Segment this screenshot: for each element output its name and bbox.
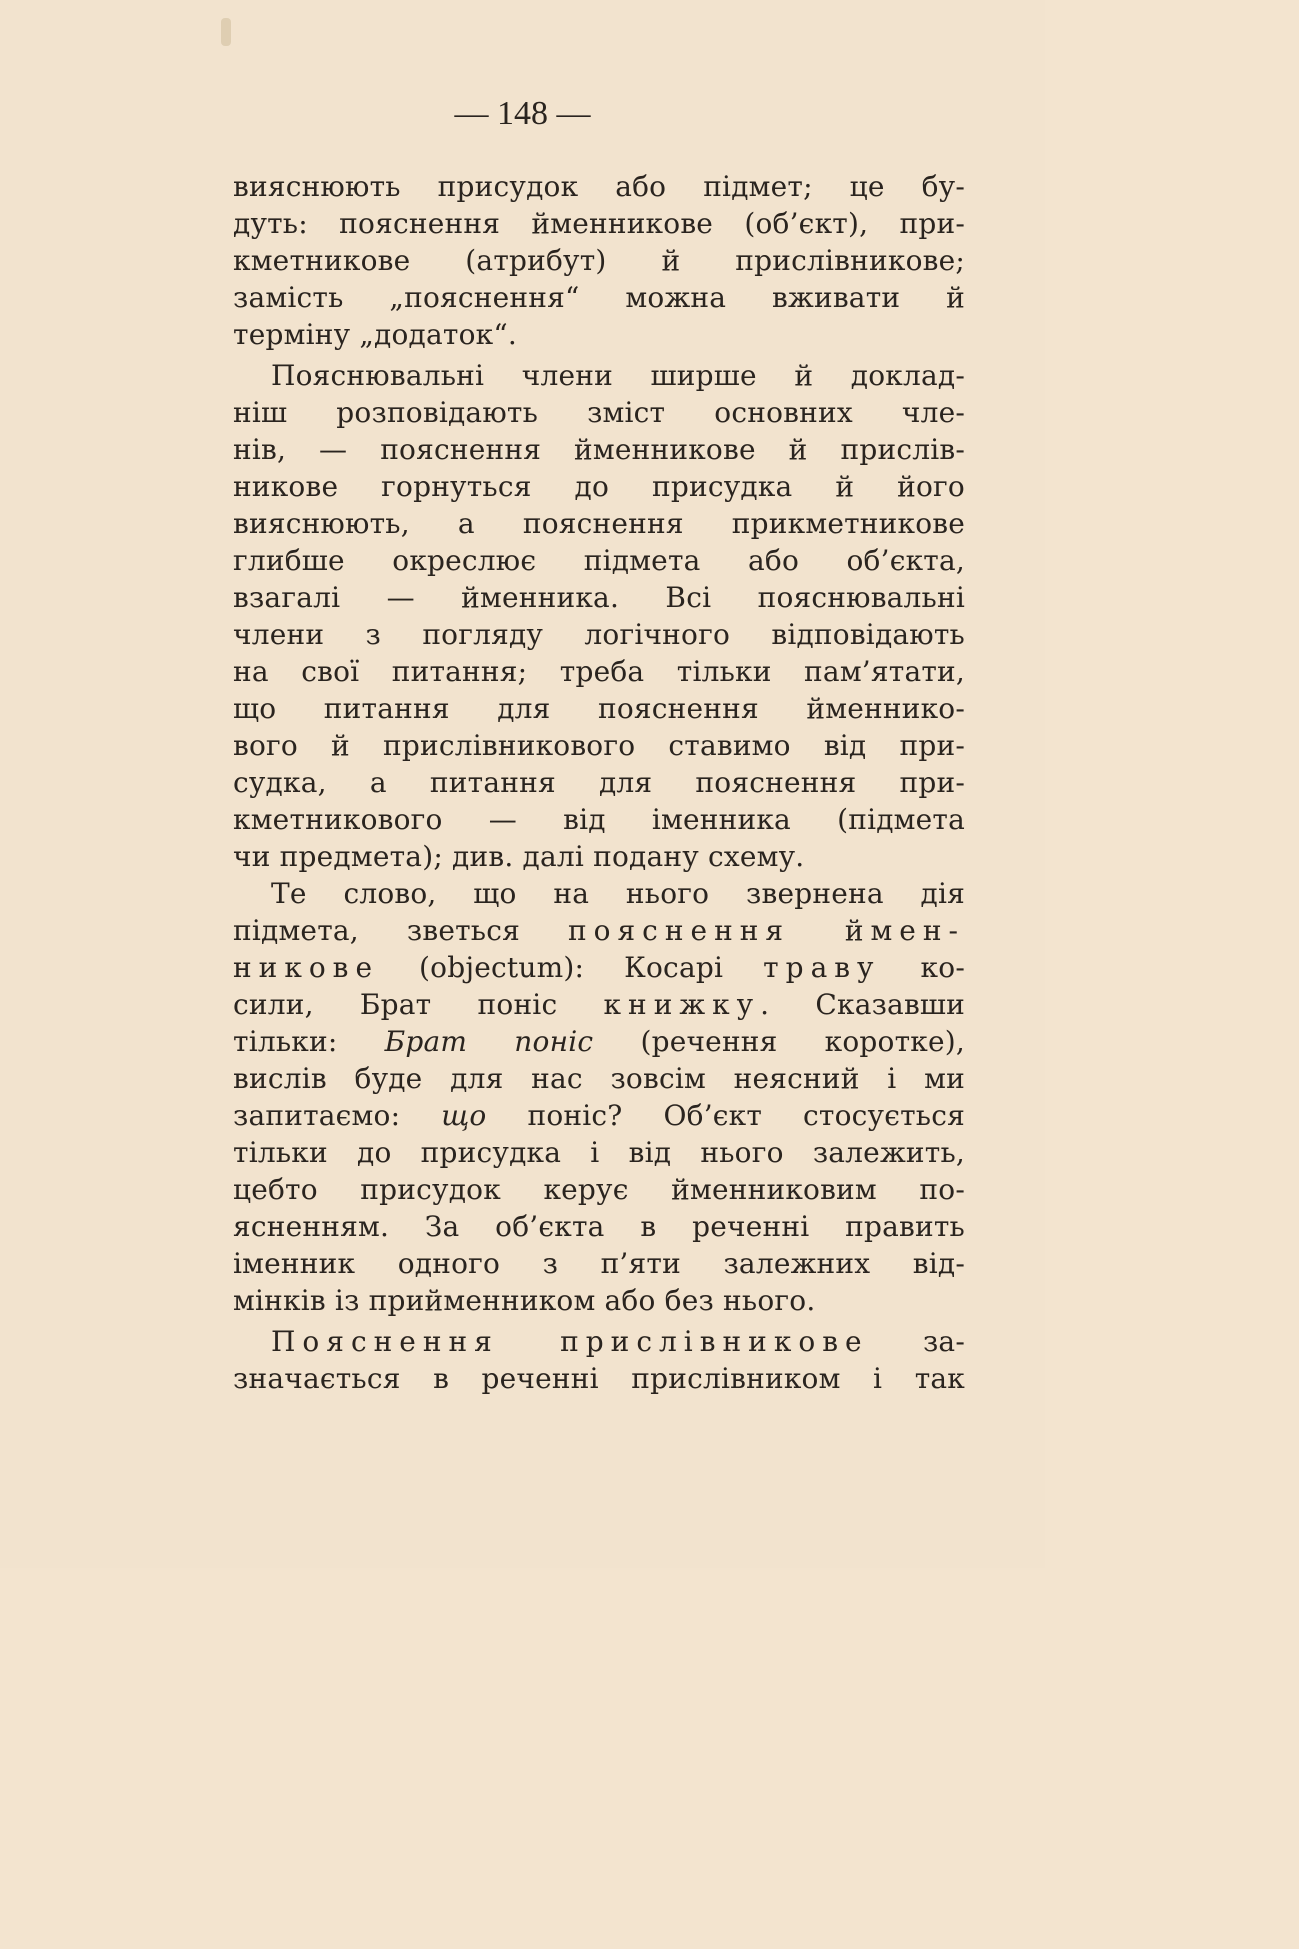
text-line: замість „пояснення“ можна вживати й <box>233 281 965 314</box>
text-line: на свої питання; треба тільки пам’ятати, <box>233 655 965 688</box>
italic-example: Брат поніс <box>384 1025 594 1058</box>
text-line <box>233 912 965 949</box>
paper-stain <box>221 18 231 46</box>
text-line: що питання для пояснення йменнико- <box>233 692 965 725</box>
text-line: никове горнуться до присудка й його <box>233 470 965 503</box>
text-line: тільки до присудка і від нього залежить, <box>233 1136 965 1169</box>
text-line: дуть: пояснення йменникове (об’єкт), при- <box>233 207 965 240</box>
paragraph <box>233 168 965 353</box>
italic-example: що <box>441 1099 487 1132</box>
text-run: запитаємо: <box>233 1099 442 1132</box>
text-line <box>233 1023 965 1060</box>
text-line <box>233 949 965 986</box>
text-run: тільки: <box>233 1025 385 1058</box>
text-line: вияснюють присудок або підмет; це бу- <box>233 170 965 203</box>
text-line: вияснюють, а пояснення прикметникове <box>233 507 965 540</box>
text-line: ясненням. За об’єкта в реченні править <box>233 1210 965 1243</box>
text-line: нів, — пояснення йменникове й прислів- <box>233 433 965 466</box>
text-line <box>233 986 965 1023</box>
text-run: за- <box>868 1325 965 1358</box>
text-line: цебто присудок керує йменниковим по- <box>233 1173 965 1206</box>
text-line: взагалі — йменника. Всі пояснювальні <box>233 581 965 614</box>
text-line: Те слово, що на нього звернена дія <box>271 877 965 910</box>
spaced-term: траву <box>763 951 881 984</box>
paragraph <box>233 875 965 1319</box>
text-line: кметникове (атрибут) й прислівникове; <box>233 244 965 277</box>
text-run: ко- <box>880 951 965 984</box>
spaced-term: никове <box>233 951 380 984</box>
paragraph <box>233 1323 965 1397</box>
spaced-term: Пояснення прислівникове <box>271 1325 869 1358</box>
spaced-term: пояснення ймен- <box>567 914 966 947</box>
text-line: члени з погляду логічного відповідають <box>233 618 965 651</box>
text-line: вислів буде для нас зовсім неясний і ми <box>233 1062 965 1095</box>
text-line <box>233 1097 965 1134</box>
text-line: Пояснювальні члени ширше й доклад- <box>271 359 965 392</box>
paragraph <box>233 357 965 875</box>
text-line: глибше окреслює підмета або об’єкта, <box>233 544 965 577</box>
text-line: ніш розповідають зміст основних чле- <box>233 396 965 429</box>
text-line: іменник одного з п’яти залежних від- <box>233 1247 965 1280</box>
body-text <box>233 168 965 1397</box>
text-line <box>233 1323 965 1360</box>
page-number: — 148 — <box>454 95 591 132</box>
spaced-term: книжку <box>603 988 761 1021</box>
text-line: судка, а питання для пояснення при- <box>233 766 965 799</box>
text-line: мінків із прийменником або без нього. <box>233 1284 816 1317</box>
text-line: чи предмета); див. далі подану схему. <box>233 840 805 873</box>
text-run: . Сказавши <box>760 988 966 1021</box>
text-run: (objectum): Косарі <box>379 951 764 984</box>
text-line: терміну „додаток“. <box>233 318 517 351</box>
text-run: (речення коротке), <box>593 1025 965 1058</box>
text-run: сили, Брат поніс <box>233 988 604 1021</box>
text-line: значається в реченні прислівником і так <box>233 1362 965 1395</box>
text-line: кметникового — від іменника (підмета <box>233 803 965 836</box>
text-run: поніс? Об’єкт стосується <box>486 1099 965 1132</box>
text-run: підмета, зветься <box>233 914 568 947</box>
text-line: вого й прислівникового ставимо від при- <box>233 729 965 762</box>
